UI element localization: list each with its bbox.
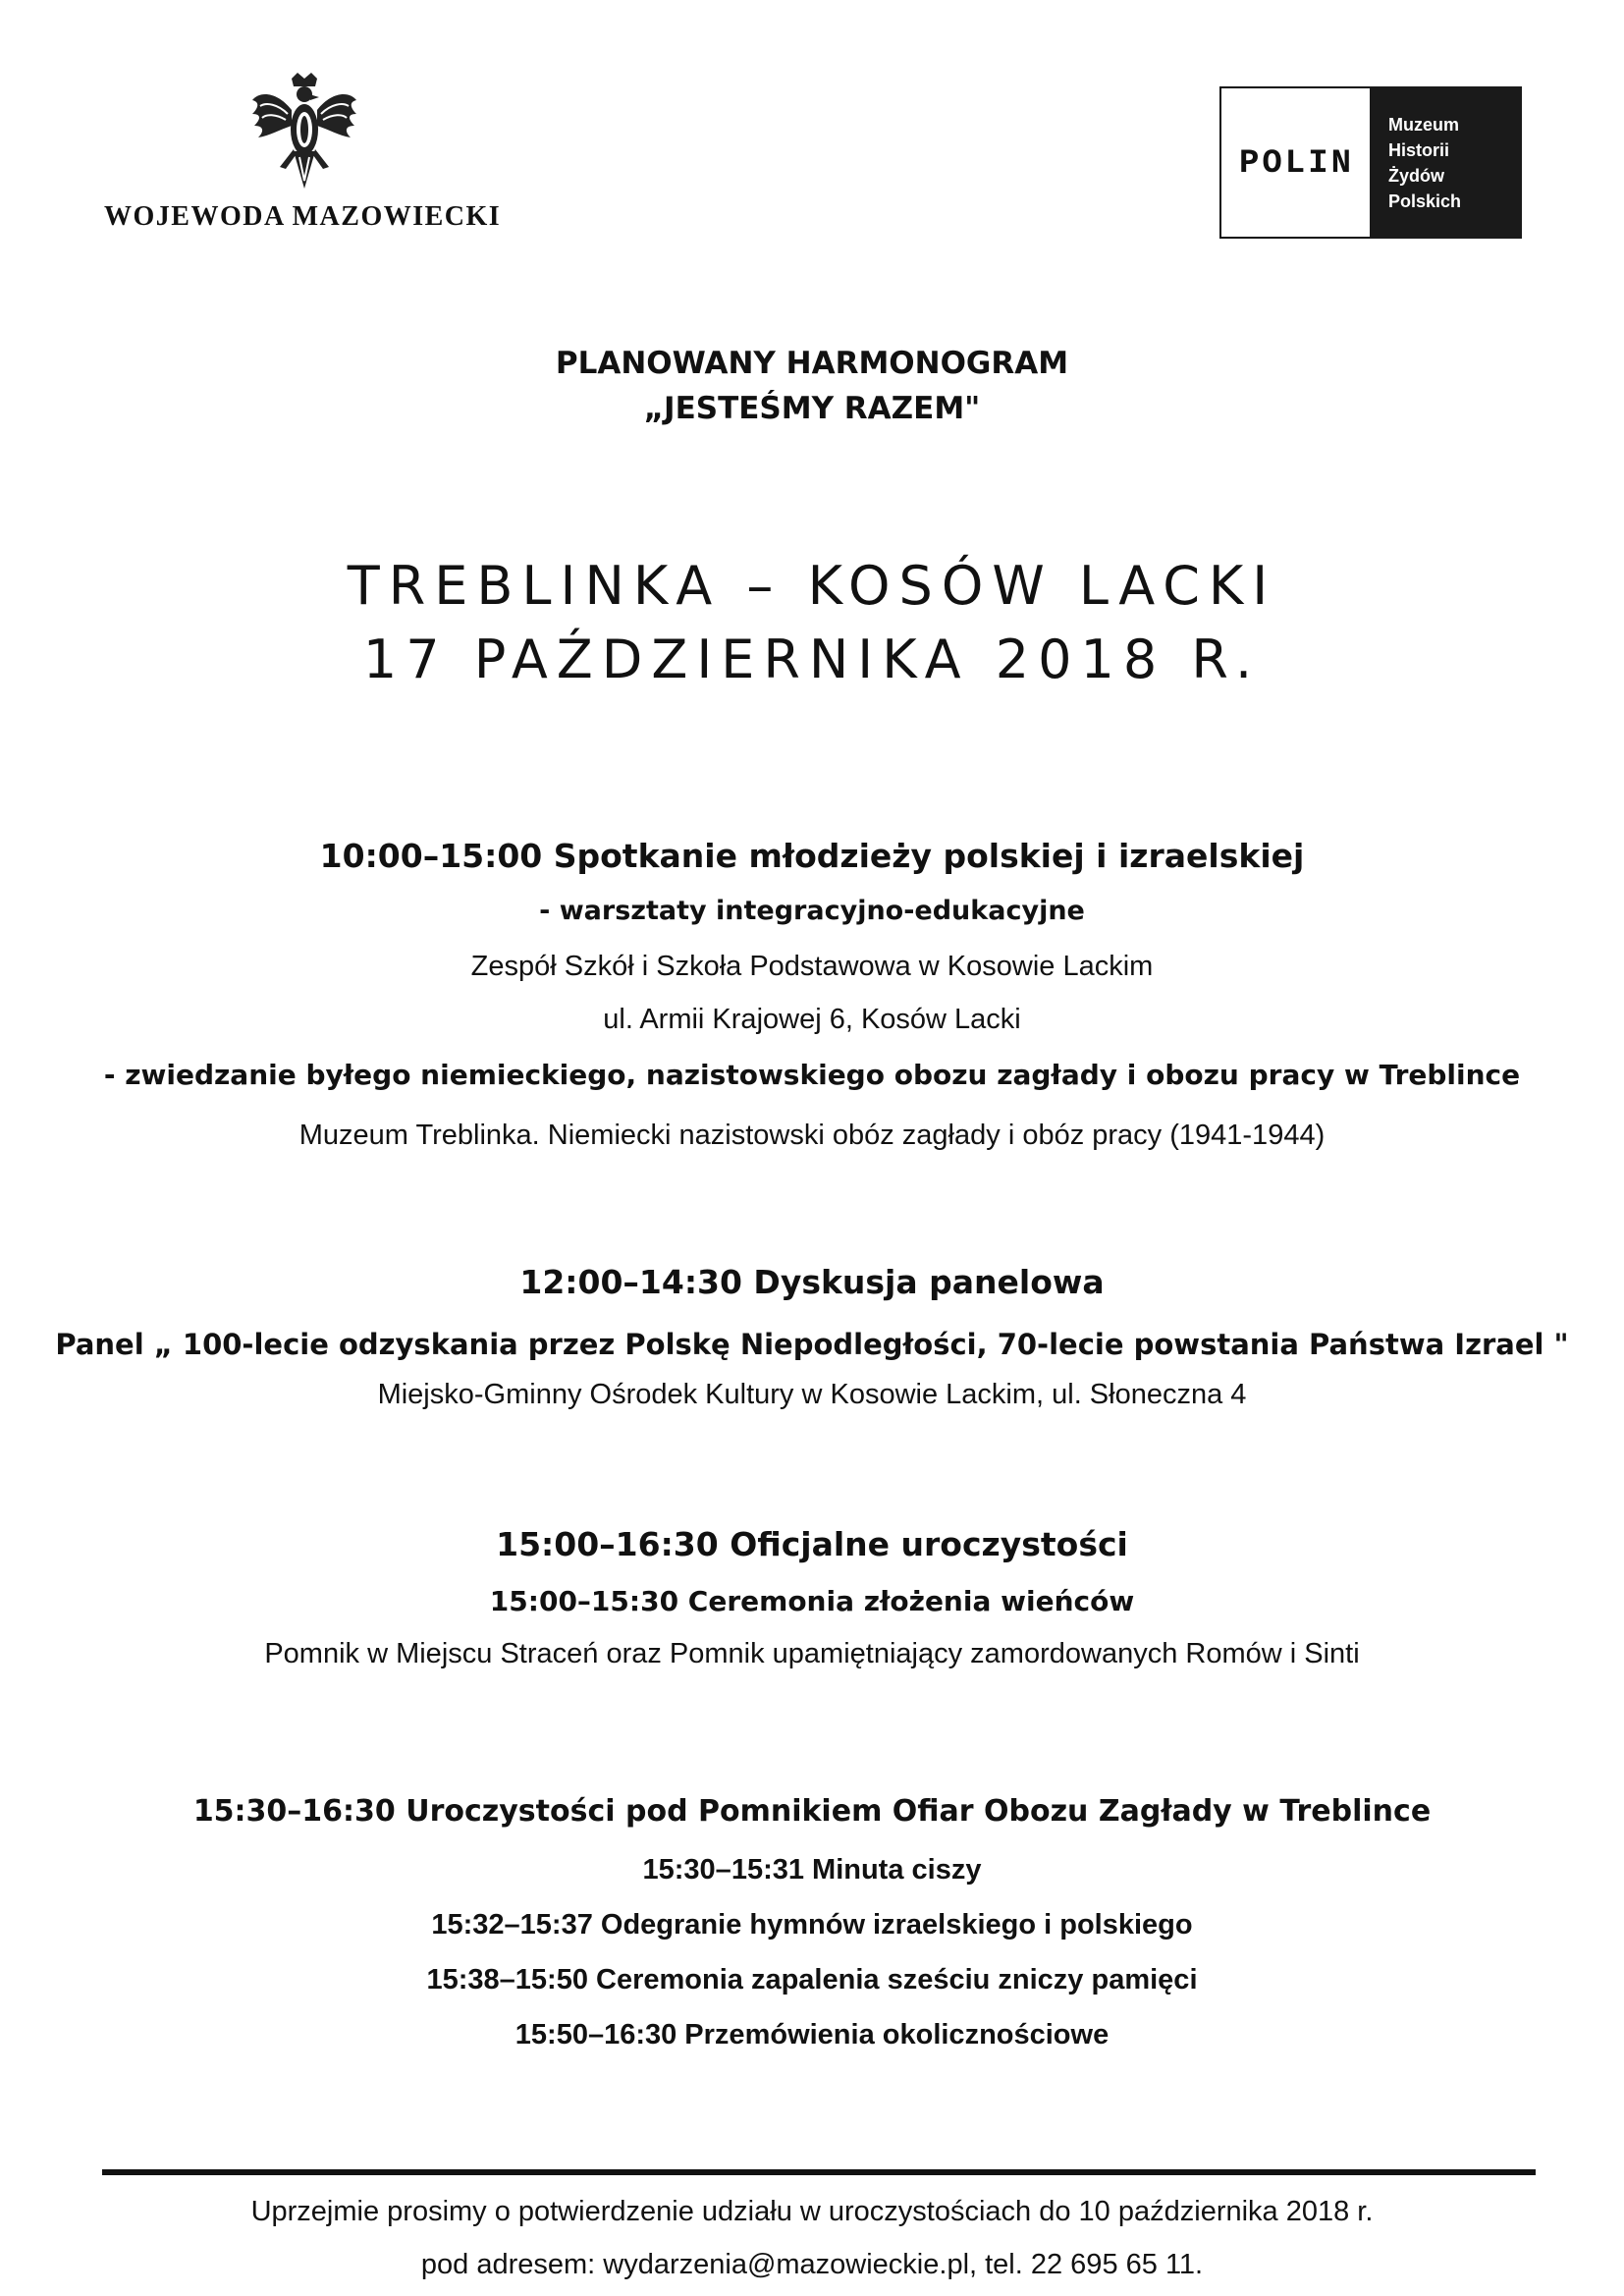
schedule-subitem: 15:00–15:30 Ceremonia złożenia wieńców [489,1585,1135,1617]
document-title: PLANOWANY HARMONOGRAM [555,346,1069,381]
program-item: 15:32–15:37 Odegranie hymnów izraelskiego i polskiego [431,1909,1193,1941]
polin-line: Muzeum [1388,115,1459,135]
issuer-name: WOJEWODA MAZOWIECKI [104,201,502,232]
program-item: 15:50–16:30 Przemówienia okolicznościowe [514,2019,1110,2050]
polin-logo-panel [1370,86,1522,239]
program-item: 15:38–15:50 Ceremonia zapalenia sześciu zniczy pamięci [426,1964,1198,1995]
event-date: 17 PAŹDZIERNIKA 2018 R. [362,629,1262,690]
schedule-heading: 15:00–16:30 Oficjalne uroczystości [496,1525,1128,1563]
polin-line: Historii [1388,140,1450,160]
schedule-heading: 10:00–15:00 Spotkanie młodzieży polskiej i izraelskiej [319,837,1305,875]
polin-wordmark: POLIN [1239,145,1355,183]
event-name: „JESTEŚMY RAZEM" [643,391,981,426]
footer-divider [102,2169,1536,2175]
venue: Zespół Szkół i Szkoła Podstawowa w Kosowie Lackim [470,951,1154,982]
footer-contact: pod adresem: wydarzenia@mazowieckie.pl, tel. 22 695 65 11. [420,2249,1204,2280]
polin-line: Polskich [1388,191,1462,211]
polin-line: Żydów [1388,166,1444,186]
program-item: 15:30–15:31 Minuta ciszy [642,1854,982,1886]
venue: Muzeum Treblinka. Niemiecki nazistowski obóz zagłady i obóz pracy (1941-1944) [298,1120,1326,1151]
address: ul. Armii Krajowej 6, Kosów Lacki [603,1004,1021,1035]
footer-rsvp-note: Uprzejmie prosimy o potwierdzenie udziału w uroczystościach do 10 października 2018 r. [250,2196,1374,2227]
schedule-heading: 15:30–16:30 Uroczystości pod Pomnikiem Ofiar Obozu Zagłady w Treblince [192,1794,1432,1829]
polish-eagle-emblem-icon [250,71,358,193]
event-place: TREBLINKA – KOSÓW LACKI [347,555,1277,617]
schedule-subitem: - warsztaty integracyjno-edukacyjne [539,896,1085,926]
panel-title: Panel „ 100-lecie odzyskania przez Polskę Niepodległości, 70-lecie powstania Państwa Izrael " [55,1328,1569,1361]
schedule-subitem: - zwiedzanie byłego niemieckiego, nazistowskiego obozu zagłady i obozu pracy w Treblince [103,1059,1521,1091]
venue: Miejsko-Gminny Ośrodek Kultury w Kosowie Lackim, ul. Słoneczna 4 [377,1379,1247,1410]
venue: Pomnik w Miejscu Straceń oraz Pomnik upamiętniający zamordowanych Romów i Sinti [264,1638,1360,1669]
schedule-heading: 12:00–14:30 Dyskusja panelowa [519,1263,1105,1301]
